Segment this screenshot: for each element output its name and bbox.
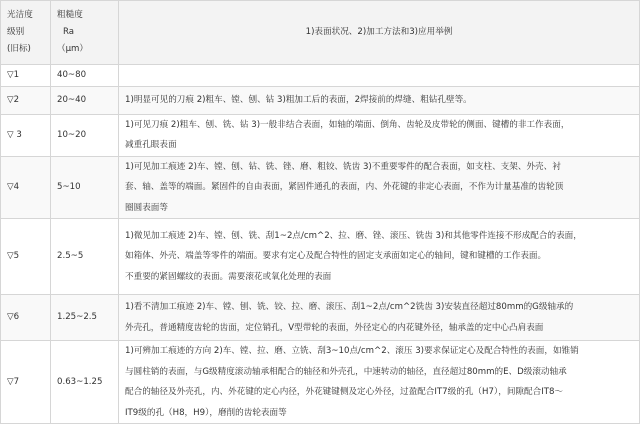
description-line: 外壳孔，普通精度齿轮的齿面，定位销孔，V型带轮的表面，外径定心的内花键外径，轴承盖的定中心凸肩表面 — [125, 322, 544, 333]
roughness-cell: 40~80 — [51, 65, 119, 87]
roughness-cell: 20~40 — [51, 86, 119, 114]
description-line: 1)微见加工痕迹 2)车、镗、刨、铣、刮1~2点/cm^2、拉、磨、锉、滚压、铣齿 3)和其他零件连接不形成配合的表面， — [125, 230, 582, 241]
description-cell — [119, 156, 640, 219]
table-row — [1, 295, 640, 341]
description-line: 1)看不清加工痕迹 2)车、镗、刨、铣、铰、拉、磨、滚压、刮1~2点/cm^2铣齿 3)安装直径超过80mm的G级轴承的 — [125, 302, 574, 312]
description-cell — [119, 219, 640, 295]
table-row — [1, 156, 640, 219]
header-grade: 光洁度 级别 (旧标) — [1, 1, 51, 65]
description-cell — [119, 65, 640, 87]
grade-cell: ▽7 — [1, 341, 51, 424]
table-header-row — [1, 1, 640, 65]
table-row — [1, 219, 640, 295]
description-cell — [119, 86, 640, 114]
roughness-cell: 2.5~5 — [51, 219, 119, 295]
description-cell — [119, 341, 640, 424]
header-description: 1)表面状况、2)加工方法和3)应用举例 — [119, 1, 640, 65]
description-line: 不重要的紧固螺纹的表面。需要滚花或氧化处理的表面 — [125, 271, 332, 282]
description-line: 1)可见加工痕迹 2)车、镗、刨、钻、铣、锉、磨、粗铰、铣齿 3)不重要零件的配合表面，如支柱、支架、外壳、衬 — [125, 161, 561, 172]
table-row — [1, 65, 640, 87]
grade-cell: ▽5 — [1, 219, 51, 295]
description-cell — [119, 295, 640, 341]
description-line: 与圆柱销的表面，与G级精度滚动轴承相配合的轴径和外壳孔，中速转动的轴径，直径超过80mm的E、D级滚动轴承 — [125, 366, 567, 377]
grade-cell: ▽ 3 — [1, 114, 51, 156]
description-line: 圈圆表面等 — [125, 202, 168, 213]
description-line: IT9级的孔（H8，H9），磨削的齿轮表面等 — [125, 407, 287, 418]
grade-cell: ▽6 — [1, 295, 51, 341]
table-row — [1, 86, 640, 114]
roughness-cell: 1.25~2.5 — [51, 295, 119, 341]
table-row — [1, 341, 640, 424]
description-line: 1)可见刀痕 2)粗车、刨、铣、钻 3)一般非结合表面，如轴的端面、倒角、齿轮及皮带轮的侧面、键槽的非工作表面， — [125, 119, 570, 130]
roughness-cell: 0.63~1.25 — [51, 341, 119, 424]
grade-cell: ▽2 — [1, 86, 51, 114]
grade-cell: ▽4 — [1, 156, 51, 219]
description-cell — [119, 114, 640, 156]
roughness-cell: 10~20 — [51, 114, 119, 156]
description-line: 减重孔眼表面 — [125, 140, 177, 150]
description-line: 1)明显可见的刀痕 2)粗车、镗、刨、钻 3)粗加工后的表面，2焊接前的焊缝、粗钻孔壁等。 — [125, 94, 472, 105]
header-roughness: 粗糙度 Ra （μm） — [51, 1, 119, 65]
description-line: 1)可辨加工痕迹的方向 2)车、镗、拉、磨、立铣、刮3~10点/cm^2、滚压 3)要求保证定心及配合特性的表面，如锥销 — [125, 346, 579, 356]
table-row — [1, 114, 640, 156]
description-line: 配合的轴径及外壳孔，内、外花键的定心内径，外花键键侧及定心外径，过盈配合IT7级的孔（H7），间隙配合IT8～ — [125, 387, 564, 397]
description-line: 如箱体、外壳、端盖等零件的端面。要求有定心及配合特性的固定支承面如定心的轴间，键和键槽的工作表面。 — [125, 251, 547, 262]
description-line: 套、轴、盖等的端面。紧固件的自由表面，紧固件通孔的表面，内、外花键的非定心表面，不作为计量基准的齿轮顶 — [125, 182, 564, 192]
grade-cell: ▽1 — [1, 65, 51, 87]
roughness-cell: 5~10 — [51, 156, 119, 219]
